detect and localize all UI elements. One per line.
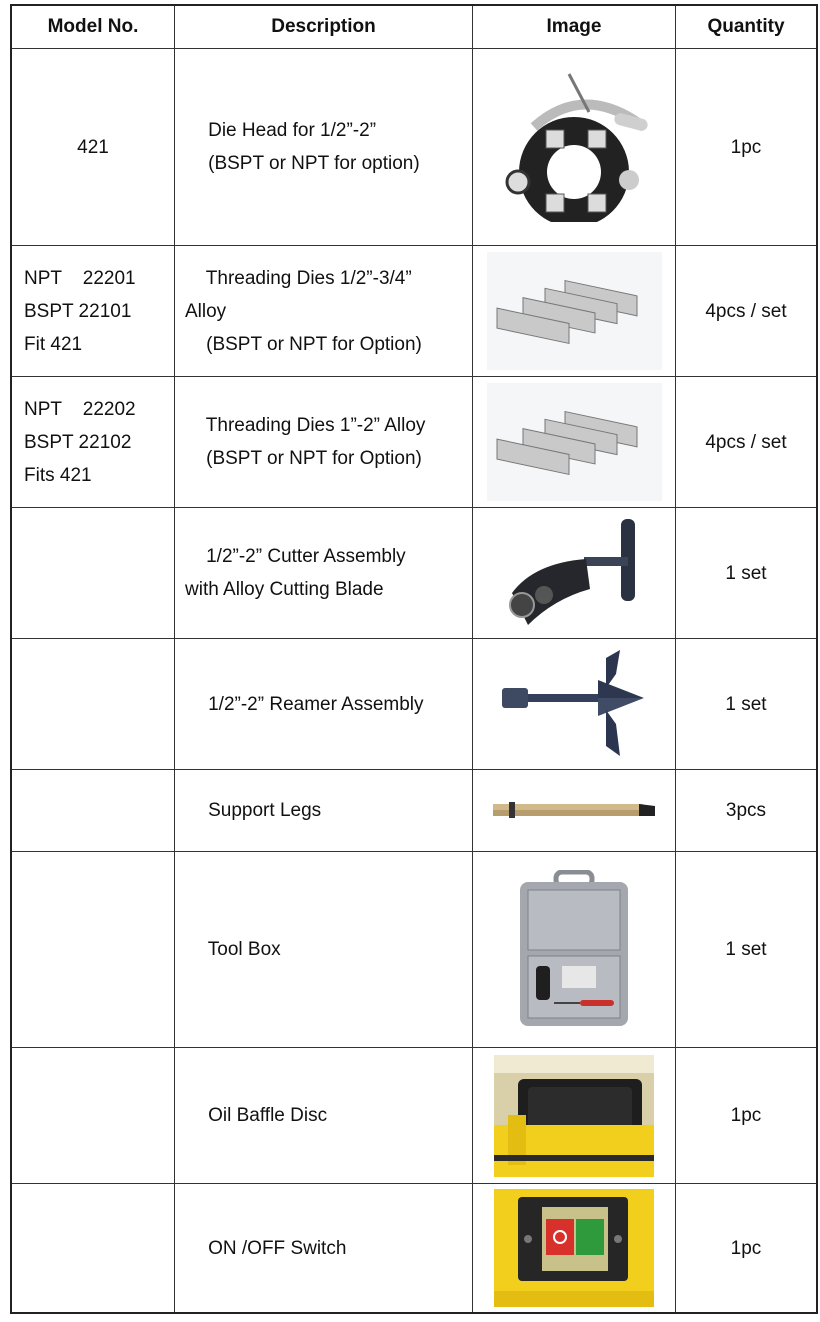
image-cell: [472, 639, 675, 769]
image-cell: [472, 49, 675, 245]
image-cell: [472, 1048, 675, 1183]
table-row: [12, 245, 816, 376]
reamer-assembly-photo: [494, 644, 654, 764]
model-cell: [12, 1048, 174, 1183]
parts-table: [10, 4, 818, 1314]
quantity-cell: 1 set: [675, 639, 816, 769]
table-row: [12, 376, 816, 507]
image-cell: [472, 1184, 675, 1312]
switch-photo: [494, 1189, 654, 1307]
threading-dies-photo: [487, 383, 662, 501]
quantity-cell: 4pcs / set: [675, 246, 816, 376]
model-cell: NPT 22201 BSPT 22101 Fit 421: [24, 267, 136, 355]
table-row: [12, 769, 816, 851]
table-row: [12, 638, 816, 769]
model-cell: [12, 508, 174, 638]
header-image: Image: [472, 6, 675, 48]
description-cell: 1/2”-2” Cutter Assembly with Alloy Cutting Blade: [174, 508, 472, 638]
description-cell: Oil Baffle Disc: [174, 1048, 472, 1183]
model-cell: [12, 639, 174, 769]
die-head-photo: [494, 72, 654, 222]
threading-dies-photo: [487, 252, 662, 370]
quantity-cell: 1pc: [675, 1184, 816, 1312]
model-cell: NPT 22202 BSPT 22102 Fits 421: [24, 398, 136, 486]
quantity-cell: 1 set: [675, 852, 816, 1047]
image-cell: [472, 770, 675, 851]
table-header-row: [12, 6, 816, 48]
quantity-cell: 4pcs / set: [675, 377, 816, 507]
description-cell: ON /OFF Switch: [174, 1184, 472, 1312]
quantity-cell: 1pc: [675, 49, 816, 245]
cutter-assembly-photo: [494, 513, 654, 633]
description-cell: Support Legs: [174, 770, 472, 851]
quantity-cell: 1pc: [675, 1048, 816, 1183]
description-cell: Threading Dies 1/2”-3/4” Alloy (BSPT or NPT for Option): [174, 246, 472, 376]
table-row: [12, 1183, 816, 1312]
tool-box-photo: [514, 870, 634, 1030]
table-row: [12, 1047, 816, 1183]
model-cell: 421: [77, 136, 109, 158]
description-cell: Die Head for 1/2”-2” (BSPT or NPT for option): [174, 49, 472, 245]
description-cell: Tool Box: [174, 852, 472, 1047]
table-row: [12, 507, 816, 638]
quantity-cell: 3pcs: [675, 770, 816, 851]
table-row: [12, 48, 816, 245]
model-cell: [12, 1184, 174, 1312]
model-cell: [12, 770, 174, 851]
oil-baffle-photo: [494, 1055, 654, 1177]
image-cell: [472, 508, 675, 638]
quantity-cell: 1 set: [675, 508, 816, 638]
image-cell: [472, 377, 675, 507]
table-row: [12, 851, 816, 1047]
header-description: Description: [174, 6, 472, 48]
header-quantity: Quantity: [675, 6, 816, 48]
description-cell: Threading Dies 1”-2” Alloy (BSPT or NPT for Option): [174, 377, 472, 507]
image-cell: [472, 246, 675, 376]
model-cell: [12, 852, 174, 1047]
support-legs-photo: [489, 796, 659, 826]
description-cell: 1/2”-2” Reamer Assembly: [174, 639, 472, 769]
image-cell: [472, 852, 675, 1047]
header-model: Model No.: [47, 16, 139, 37]
